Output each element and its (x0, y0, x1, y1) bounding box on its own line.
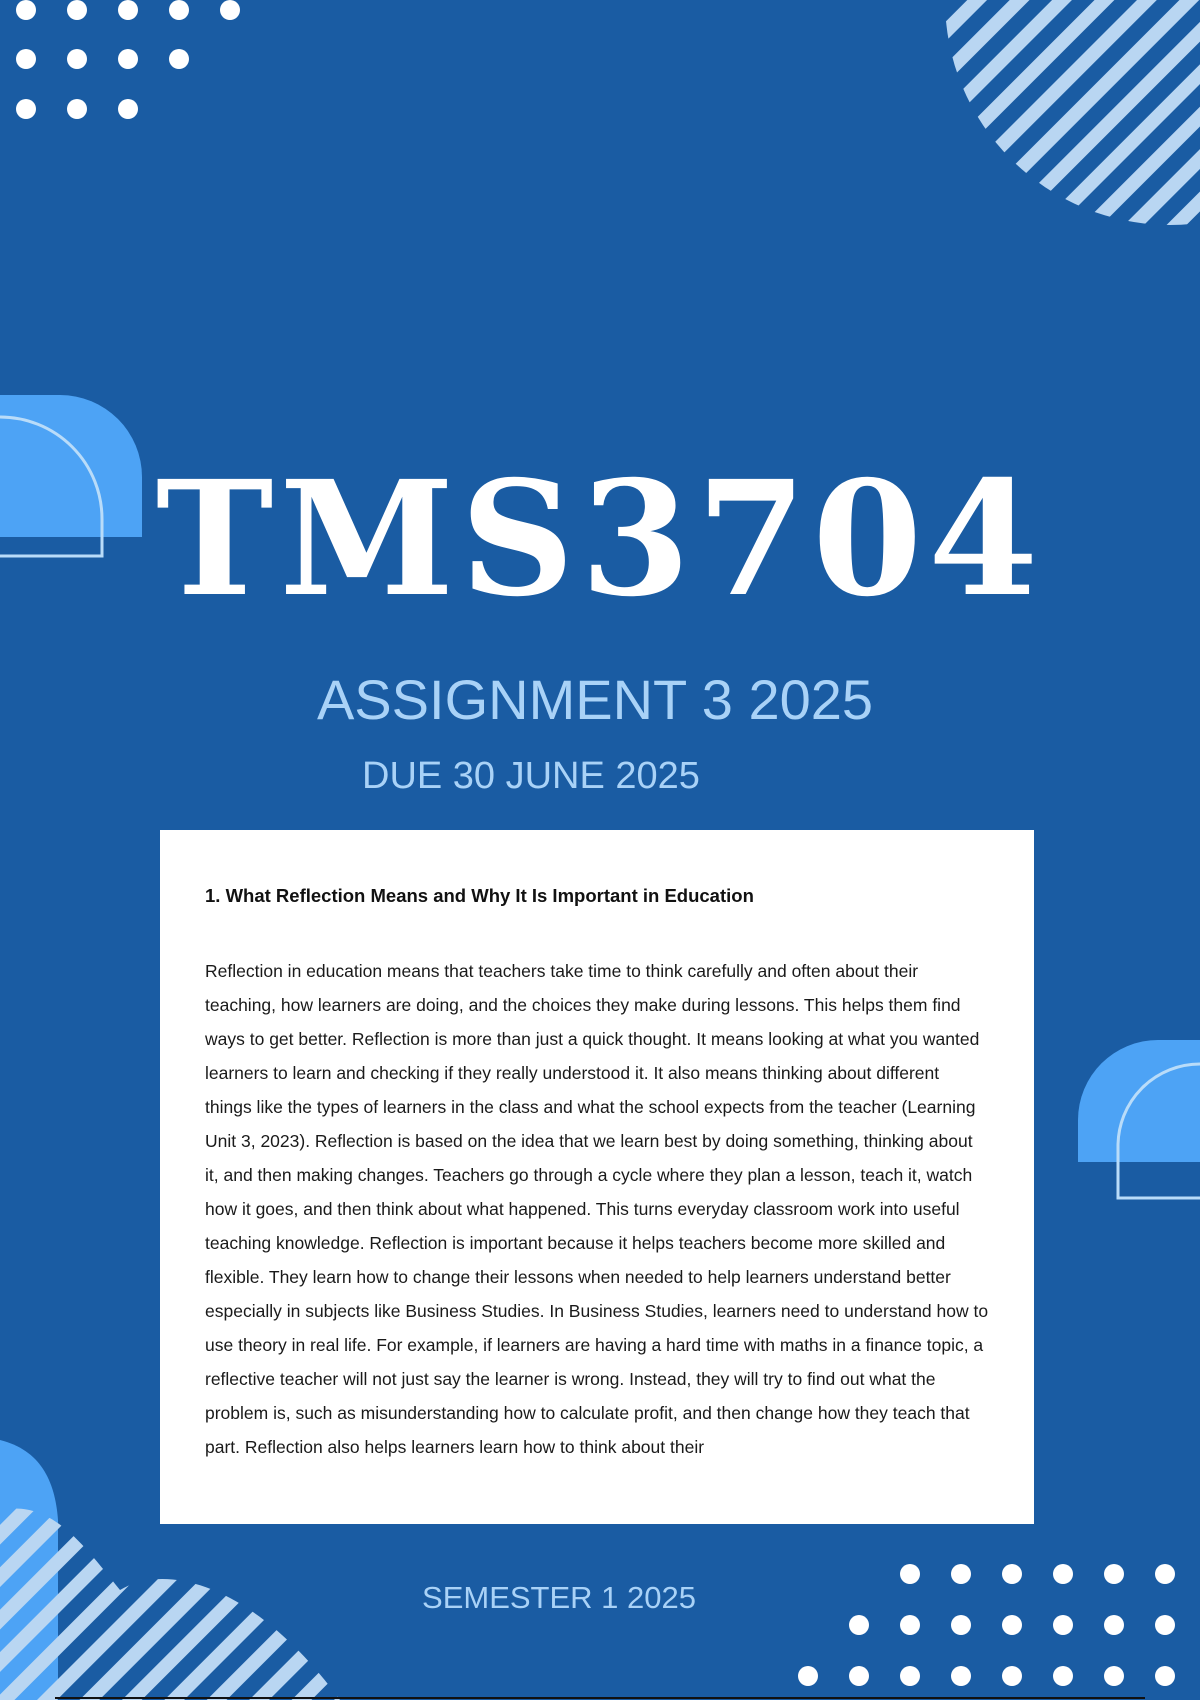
due-date: DUE 30 JUNE 2025 (362, 755, 700, 797)
assignment-subtitle (0, 668, 1200, 732)
semester-label: SEMESTER 1 2025 (422, 1580, 696, 1615)
top-left-dot-pattern (0, 0, 260, 130)
assignment-subtitle-text: ASSIGNMENT 3 2025 (316, 668, 874, 731)
preview-heading: 1. What Reflection Means and Why It Is Important in Education (205, 885, 754, 906)
preview-body: Reflection in education means that teachers take time to think carefully and often about their teaching, how learners are doing, and the choices they make during lessons. This helps them find ways to get better. Reflection is more than just a quick thought. It means looking at what you wanted learners to learn and checking if they really understood it. It also means thinking about different things like the types of learners in the class and what the school expects from the teacher (Learning Unit 3, 2023). Reflection is based on the idea that we learn best by doing something, thinking about it, and then making changes. Teachers go through a cycle where they plan a lesson, teach it, watch how it goes, and then think about what happened. This turns everyday classroom work into useful teaching knowledge. Reflection is important because it helps teachers become more skilled and flexible. They learn how to change their lessons when needed to help learners understand better especially in subjects like Business Studies. In Business Studies, learners need to understand how to use theory in real life. For example, if learners are having a hard time with maths in a finance topic, a reflective teacher will not just say the learner is wrong. Instead, they will try to find out what the problem is, such as misunderstanding how to calculate profit, and then change how they teach that part. Reflection also helps learners learn how to think about their (205, 961, 989, 1457)
right-arc-shape (1078, 1040, 1200, 1205)
course-code-title: TMS3704 (155, 447, 1045, 632)
bottom-divider (55, 1697, 1145, 1699)
top-right-striped-shape (840, 0, 1200, 230)
document-preview (160, 830, 1034, 1524)
